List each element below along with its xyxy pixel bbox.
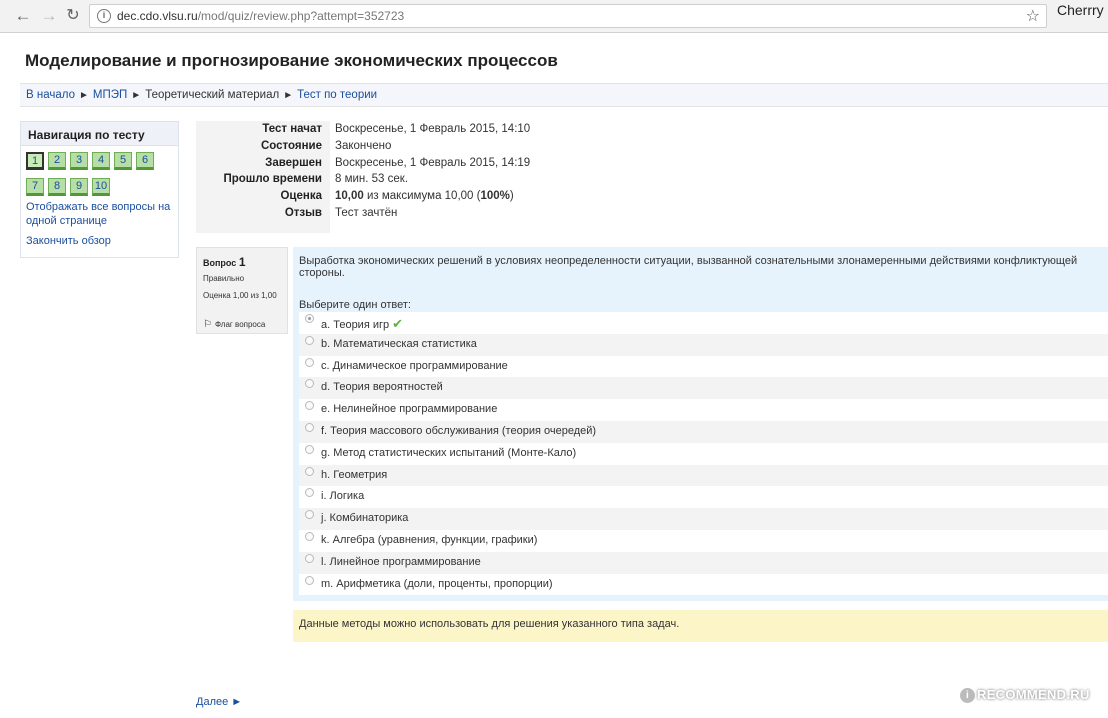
- breadcrumb-home[interactable]: В начало: [26, 89, 75, 101]
- answer-option[interactable]: m. Арифметика (доли, проценты, пропорции): [299, 574, 1108, 596]
- answer-option[interactable]: h. Геометрия: [299, 465, 1108, 487]
- summary-row-feedback: [196, 207, 1108, 224]
- breadcrumb-quiz[interactable]: Тест по теории: [297, 89, 378, 101]
- summary-row-completed: [196, 157, 1108, 174]
- question-text: Выработка экономических решений в условиях неопределенности ситуации, вызванной сознательными злонамеренными действиями конфликтующей стороны.: [299, 255, 1078, 279]
- answer-option[interactable]: j. Комбинаторика: [299, 508, 1108, 530]
- question-button-7[interactable]: 7: [26, 178, 44, 196]
- radio-icon[interactable]: [305, 423, 314, 432]
- flag-icon: ⚐: [203, 319, 212, 330]
- summary-value: Закончено: [335, 140, 392, 152]
- question-state: Правильно: [203, 274, 245, 283]
- summary-value: Воскресенье, 1 Февраль 2015, 14:10: [335, 123, 531, 135]
- radio-icon[interactable]: [305, 488, 314, 497]
- answer-option[interactable]: l. Линейное программирование: [299, 552, 1108, 574]
- attempt-summary-table: [196, 121, 1108, 233]
- flag-question-button[interactable]: ⚐ Флаг вопроса: [203, 319, 266, 330]
- question-button-6[interactable]: 6: [136, 152, 154, 170]
- summary-value: 8 мин. 53 сек.: [335, 173, 409, 185]
- radio-icon[interactable]: [305, 314, 314, 323]
- answer-option[interactable]: d. Теория вероятностей: [299, 377, 1108, 399]
- radio-icon[interactable]: [305, 576, 314, 585]
- question-button-4[interactable]: 4: [92, 152, 110, 170]
- finish-review-link[interactable]: Закончить обзор: [26, 235, 111, 247]
- quiz-navigation-header: Навигация по тесту: [21, 122, 178, 146]
- answer-option[interactable]: e. Нелинейное программирование: [299, 399, 1108, 421]
- radio-icon[interactable]: [305, 379, 314, 388]
- question-button-3[interactable]: 3: [70, 152, 88, 170]
- question-button-1[interactable]: 1: [26, 152, 44, 170]
- radio-icon[interactable]: [305, 532, 314, 541]
- summary-row-grade: [196, 190, 1108, 207]
- answer-prompt: Выберите один ответ:: [299, 299, 411, 311]
- reload-icon[interactable]: ↻: [66, 7, 80, 24]
- summary-label: Состояние: [260, 140, 322, 152]
- radio-icon[interactable]: [305, 554, 314, 563]
- answer-option[interactable]: f. Теория массового обслуживания (теория очередей): [299, 421, 1108, 443]
- radio-icon[interactable]: [305, 358, 314, 367]
- answer-option[interactable]: i. Логика: [299, 486, 1108, 508]
- watermark-logo-icon: i: [960, 688, 975, 703]
- question-content: [293, 247, 1108, 601]
- profile-name[interactable]: Cherrry: [1057, 2, 1104, 18]
- question-button-8[interactable]: 8: [48, 178, 66, 196]
- address-bar[interactable]: [89, 4, 1047, 28]
- summary-label: Тест начат: [262, 123, 322, 135]
- forward-arrow-icon[interactable]: →: [40, 6, 58, 25]
- browser-toolbar: [0, 0, 1108, 33]
- summary-label: Прошло времени: [223, 173, 322, 185]
- summary-value: 10,00 из максимума 10,00 (100%): [335, 190, 514, 202]
- breadcrumb-separator: ►: [78, 90, 89, 101]
- summary-label: Отзыв: [284, 207, 322, 219]
- summary-row-time-taken: [196, 173, 1108, 190]
- answer-option[interactable]: a. Теория игр ✔: [299, 312, 1108, 334]
- info-icon[interactable]: i: [97, 9, 111, 23]
- question-grade: Оценка 1,00 из 1,00: [203, 291, 277, 300]
- url-text[interactable]: dec.cdo.vlsu.ru/mod/quiz/review.php?attempt=352723: [117, 9, 405, 23]
- answer-list: [299, 312, 1108, 595]
- star-icon[interactable]: ☆: [1025, 8, 1040, 25]
- page-title: Моделирование и прогнозирование экономических процессов: [25, 51, 558, 70]
- breadcrumb-separator: ►: [131, 90, 142, 101]
- breadcrumb: [20, 83, 1108, 107]
- checkmark-icon: ✔: [392, 316, 404, 331]
- arrow-right-icon: ►: [231, 696, 243, 708]
- general-feedback: Данные методы можно использовать для решения указанного типа задач.: [293, 610, 1108, 642]
- summary-label: Оценка: [280, 190, 322, 202]
- answer-option[interactable]: k. Алгебра (уравнения, функции, графики): [299, 530, 1108, 552]
- question-button-9[interactable]: 9: [70, 178, 88, 196]
- question-button-2[interactable]: 2: [48, 152, 66, 170]
- radio-icon[interactable]: [305, 467, 314, 476]
- back-arrow-icon[interactable]: ←: [14, 6, 32, 25]
- question-button-5[interactable]: 5: [114, 152, 132, 170]
- radio-icon[interactable]: [305, 445, 314, 454]
- answer-option[interactable]: g. Метод статистических испытаний (Монте-Кало): [299, 443, 1108, 465]
- question-button-10[interactable]: 10: [92, 178, 110, 196]
- summary-value: Тест зачтён: [335, 207, 398, 219]
- breadcrumb-separator: ►: [283, 90, 294, 101]
- quiz-navigation-block: [20, 121, 179, 258]
- breadcrumb-section: Теоретический материал: [145, 89, 280, 101]
- summary-value: Воскресенье, 1 Февраль 2015, 14:19: [335, 157, 531, 169]
- watermark: i RECOMMEND.RU: [960, 687, 1090, 703]
- answer-option[interactable]: b. Математическая статистика: [299, 334, 1108, 356]
- radio-icon[interactable]: [305, 336, 314, 345]
- radio-icon[interactable]: [305, 401, 314, 410]
- next-page-link[interactable]: Далее ►: [196, 696, 243, 708]
- answer-option[interactable]: c. Динамическое программирование: [299, 356, 1108, 378]
- show-all-questions-link[interactable]: Отображать все вопросы на одной странице: [26, 201, 171, 227]
- radio-icon[interactable]: [305, 510, 314, 519]
- question-number: Вопрос 1: [203, 255, 246, 269]
- summary-row-started: [196, 123, 1108, 140]
- summary-label: Завершен: [265, 157, 322, 169]
- summary-row-state: [196, 140, 1108, 157]
- question-info-panel: [196, 247, 288, 334]
- breadcrumb-course[interactable]: МПЭП: [92, 89, 128, 101]
